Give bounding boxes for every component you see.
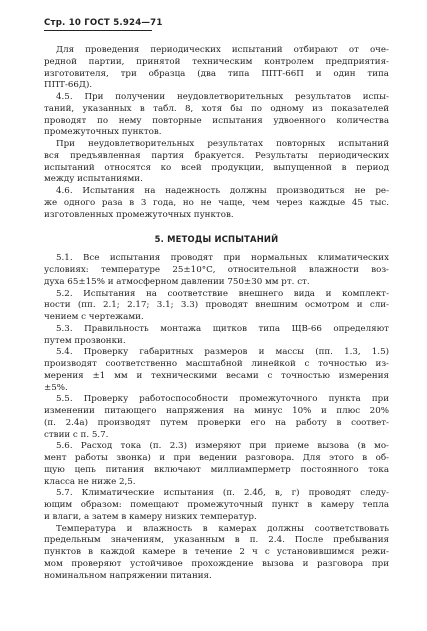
text-line: 5.1. Все испытания проводят при нормальных климатических [56, 253, 389, 264]
paragraph [44, 488, 389, 523]
text-line: испытаний относятся ко всей продукции, выпущенной в период [44, 162, 389, 173]
text-line: щую цепь питания включают миллиамперметр постоянного тока [44, 464, 389, 475]
text-line: условиях: температуре 25±10°С, относительной влажности воз- [44, 265, 389, 275]
text-line: проводят по нему повторные испытания удвоенного количества [44, 115, 389, 126]
paragraphs-before [44, 45, 389, 221]
text-line: мом проверяют устойчивое прохождение вызова и разговора при [44, 558, 389, 569]
paragraph [44, 324, 389, 348]
paragraph [44, 139, 389, 186]
paragraph [44, 347, 389, 394]
text-line: 5.5. Проверку работоспособности промежуточного пункта при [56, 394, 389, 405]
text-line: редной партии, принятой техническим контролем предприятия- [44, 56, 389, 67]
text-line: 5.2. Испытания на соответствие внешнего вида и комплект- [56, 288, 389, 299]
text-line: производят соответственно масштабной линейкой с точностью из- [44, 359, 389, 369]
text-line: 5.4. Проверку габаритных размеров и массы (пп. 1.3, 1.5) [56, 347, 389, 358]
text-line: таний, указанных в табл. 8, хотя бы по одному из показателей [44, 103, 389, 114]
text-line: же одного раза в 3 года, но не чаще, чем через каждые 45 тыс. [44, 197, 389, 208]
text-line: изготовленных промежуточных пунктов. [44, 209, 234, 220]
text-line: пунктов в каждой камере в течение 2 ч с установившимся режи- [44, 547, 389, 557]
text-line: чением с чертежами. [44, 312, 144, 322]
paragraph [44, 524, 389, 583]
text-line: 5.7. Климатические испытания (п. 2.4б, в, г) проводят следу- [56, 488, 389, 499]
text-line: промежуточных пунктов. [44, 127, 162, 138]
text-line: мерения ±1 мм и техническими весами с точностью измерения [44, 370, 389, 381]
text-line: и влаги, а затем в камеру низких температур. [44, 511, 257, 522]
text-line: 4.5. При получении неудовлетворительных результатов испы- [56, 92, 389, 102]
text-line: между испытаниями. [44, 174, 143, 185]
document-page [44, 18, 389, 582]
text-line: класса не ниже 2,5. [44, 476, 136, 487]
text-line: Для проведения периодических испытаний отбирают от оче- [56, 45, 389, 55]
paragraph [44, 394, 389, 441]
text-line: изменении питающего напряжения на минус 10% и плюс 20% [44, 406, 389, 416]
body-text [44, 45, 389, 582]
paragraphs-after [44, 253, 389, 582]
running-header: Стр. 10 ГОСТ 5.924—71 [44, 18, 152, 31]
text-line: мент работы звонка) и при ведении разговора. Для этого в об- [44, 453, 389, 463]
paragraph [44, 45, 389, 92]
paragraph [44, 253, 389, 288]
text-line: 4.6. Испытания на надежность должны производиться не ре- [56, 186, 389, 196]
paragraph [44, 92, 389, 139]
text-line: При неудовлетворительных результатах повторных испытаний [56, 139, 389, 149]
text-line: изготовителя, три образца (два типа ППТ-66П и один типа [44, 68, 389, 79]
text-line: номинальном напряжении питания. [44, 570, 212, 581]
paragraph [44, 186, 389, 221]
text-line: ППТ-66Д). [44, 80, 93, 91]
text-line: Температура и влажность в камерах должны соответствовать [56, 523, 389, 534]
text-line: (п. 2.4а) производят путем проверки его на работу в соответ- [44, 417, 389, 428]
text-line: ствии с п. 5.7. [44, 429, 109, 440]
section-heading: 5. МЕТОДЫ ИСПЫТАНИЙ [154, 234, 279, 245]
text-line: ±5%. [44, 382, 68, 393]
text-line: ющим образом: помещают промежуточный пункт в камеру тепла [44, 500, 389, 510]
paragraph [44, 289, 389, 324]
text-line: 5.3. Правильность монтажа щитков типа ЩВ-66 определяют [56, 323, 389, 334]
text-line: предельным значениям, указанным в п. 2.4. После пребывания [44, 535, 389, 546]
text-line: духа 65±15% и атмосферном давлении 750±30 мм рт. ст. [44, 276, 310, 287]
text-line: путем прозвонки. [44, 335, 126, 346]
text-line: вся предъявленная партия бракуется. Результаты периодических [44, 150, 389, 161]
text-line: 5.6. Расход тока (п. 2.3) измеряют при приеме вызова (в мо- [56, 441, 389, 452]
text-line: ности (пп. 2.1; 2.17; 3.1; 3.3) проводят внешним осмотром и сли- [44, 300, 389, 311]
paragraph [44, 441, 389, 488]
